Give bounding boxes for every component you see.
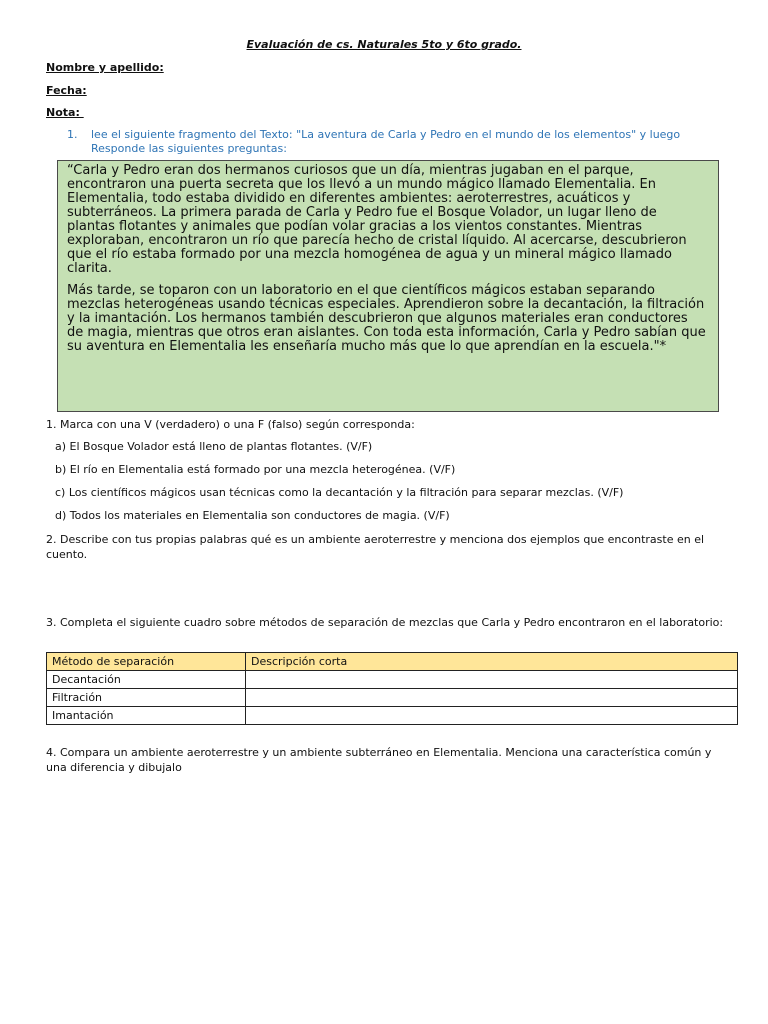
date-label: Fecha:: [46, 84, 87, 97]
question-1-item-c: c) Los científicos mágicos usan técnicas como la decantación y la filtración para separar mezclas. (V/F): [55, 486, 624, 499]
grade-label: Nota:: [46, 106, 84, 119]
table-row: [47, 671, 738, 689]
passage-paragraph-2: Más tarde, se toparon con un laboratorio en el que científicos mágicos estaban separando mezclas heterogéneas usando técnicas especiales. Aprendieron sobre la decantación, la filtración y la imantación. Los hermanos también descubrieron que algunos materiales eran conductores de magia, mientras que otros eran aislantes. Con toda esta información, Carla y Pedro sabían que su aventura en Elementalia les enseñaría mucho más que lo que aprendían en la escuela."*: [67, 283, 706, 354]
table-cell-description[interactable]: [246, 671, 738, 689]
separation-methods-table: [46, 652, 738, 725]
table-cell-method: Imantación: [47, 707, 246, 725]
table-row: [47, 707, 738, 725]
question-2: 2. Describe con tus propias palabras qué es un ambiente aeroterrestre y menciona dos ejemplos que encontraste en el cuento.: [46, 533, 705, 561]
name-label: Nombre y apellido:: [46, 61, 164, 74]
question-1-item-d: d) Todos los materiales en Elementalia son conductores de magia. (V/F): [55, 509, 450, 522]
question-1-item-a: a) El Bosque Volador está lleno de plantas flotantes. (V/F): [55, 440, 373, 453]
reading-passage: [57, 160, 719, 412]
instruction-text: lee el siguiente fragmento del Texto: "La aventura de Carla y Pedro en el mundo de los elementos" y luego Responde las siguientes preguntas:: [91, 128, 681, 155]
question-3: 3. Completa el siguiente cuadro sobre métodos de separación de mezclas que Carla y Pedro encontraron en el laboratorio:: [46, 616, 724, 629]
passage-paragraph-1: “Carla y Pedro eran dos hermanos curiosos que un día, mientras jugaban en el parque, encontraron una puerta secreta que los llevó a un mundo mágico llamado Elementalia. En Elementalia, todo estaba dividido en diferentes ambientes: aeroterrestres, acuáticos y subterráneos. La primera parada de Carla y Pedro fue el Bosque Volador, un lugar lleno de plantas flotantes y animales que podían volar gracias a los vientos constantes. Mientras exploraban, encontraron un río que parecía hecho de cristal líquido. Al acercarse, descubrieron que el río estaba formado por una mezcla homogénea de agua y un mineral mágico llamado clarita.: [67, 163, 687, 276]
instruction-number: 1.: [67, 128, 78, 141]
table-cell-method: Filtración: [47, 689, 246, 707]
table-cell-description[interactable]: [246, 707, 738, 725]
document-title: Evaluación de cs. Naturales 5to y 6to grado.: [246, 38, 522, 51]
table-header-description: Descripción corta: [246, 653, 738, 671]
table-cell-description[interactable]: [246, 689, 738, 707]
question-4: 4. Compara un ambiente aeroterrestre y un ambiente subterráneo en Elementalia. Menciona una característica común y una diferencia y dibujalo: [46, 746, 712, 774]
question-1: 1. Marca con una V (verdadero) o una F (falso) según corresponda:: [46, 418, 415, 431]
table-row: [47, 689, 738, 707]
table-header-method: Método de separación: [47, 653, 246, 671]
reading-instruction: [67, 128, 727, 156]
question-1-item-b: b) El río en Elementalia está formado por una mezcla heterogénea. (V/F): [55, 463, 456, 476]
table-cell-method: Decantación: [47, 671, 246, 689]
table-header-row: [47, 653, 738, 671]
